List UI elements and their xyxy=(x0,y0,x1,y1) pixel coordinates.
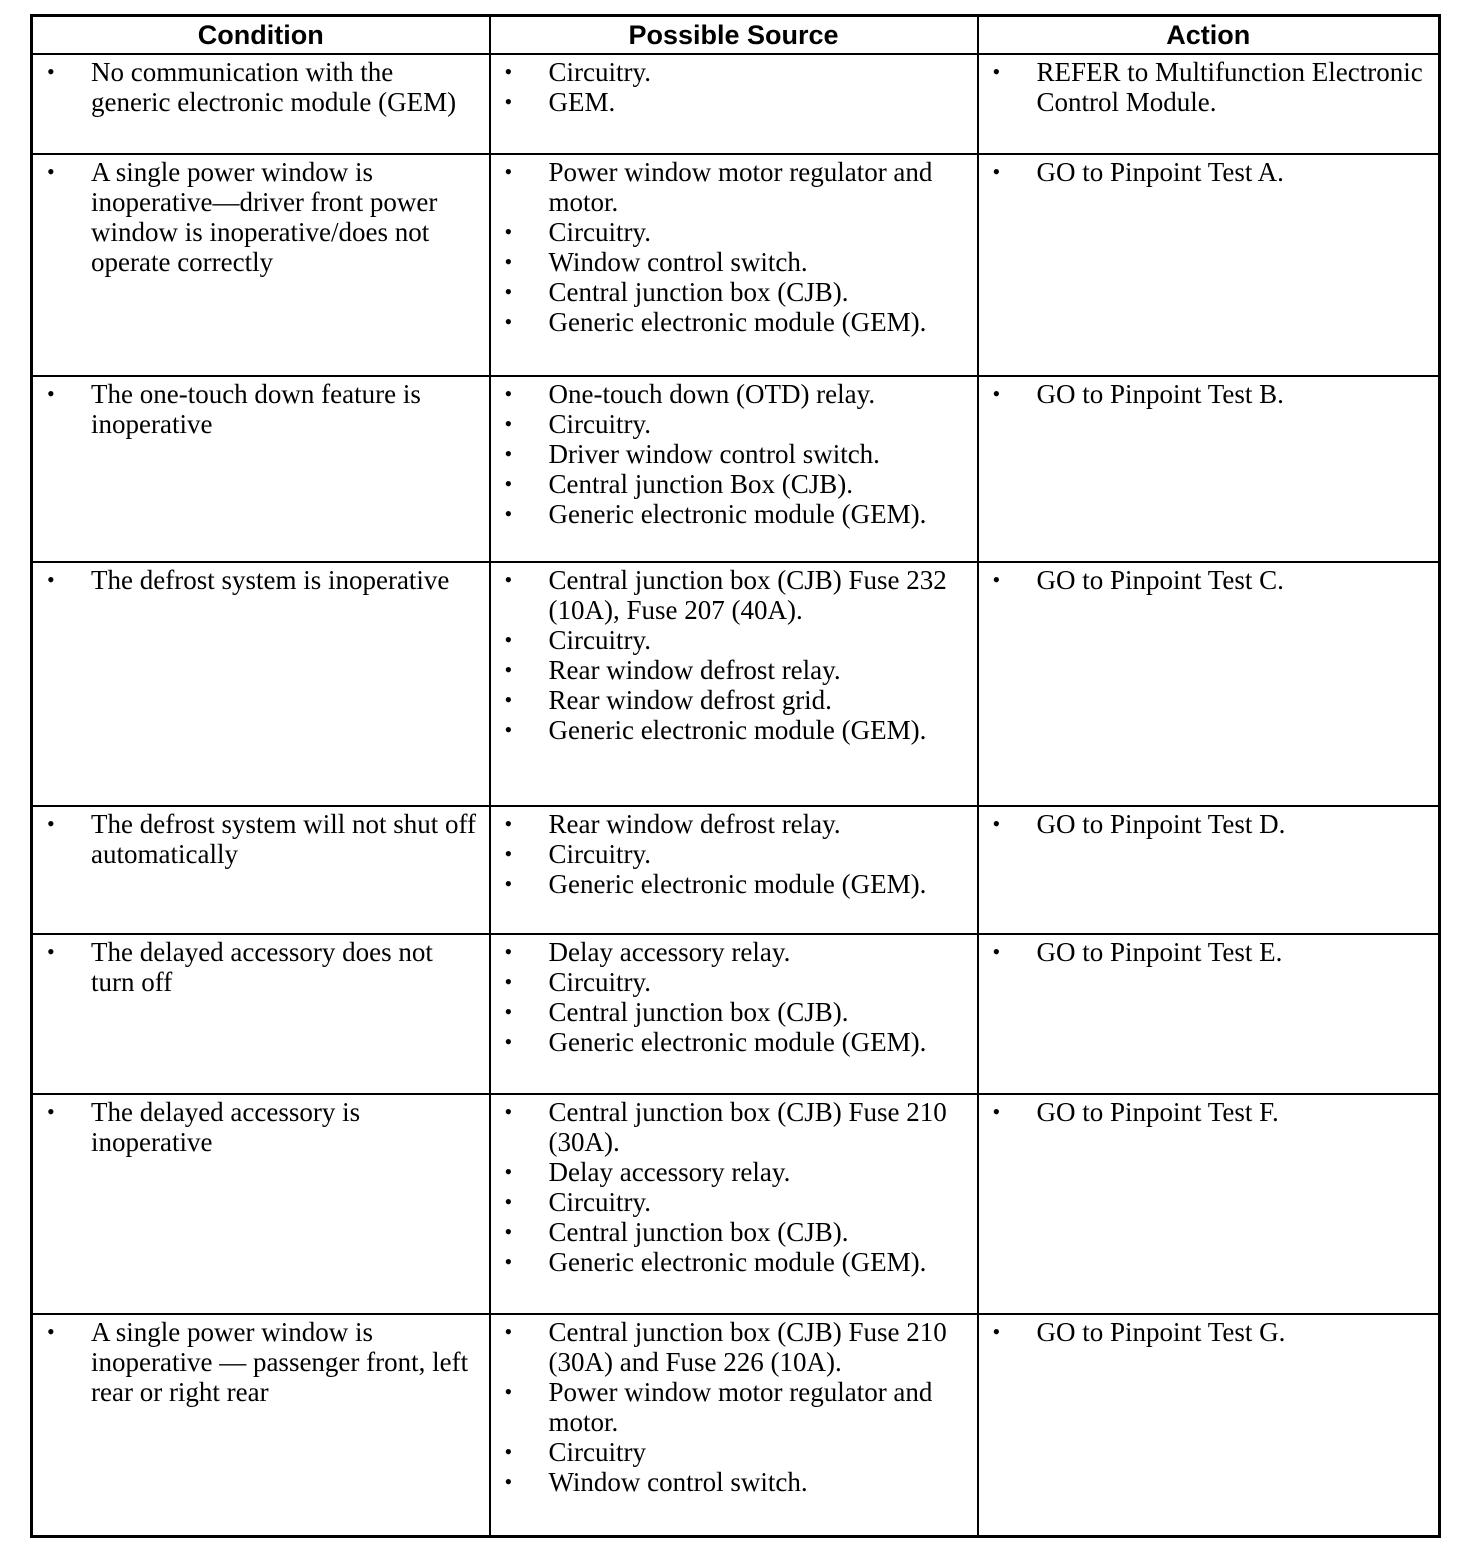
bullet-icon: • xyxy=(504,1469,513,1494)
list-item-text: Circuitry. xyxy=(548,409,651,439)
bullet-icon: • xyxy=(504,1319,513,1344)
bullet-icon: • xyxy=(504,501,513,526)
table-row xyxy=(32,806,1440,934)
diagnostic-sheet xyxy=(30,14,1438,1538)
list-item-text: GO to Pinpoint Test F. xyxy=(1036,1097,1279,1127)
bullet-list xyxy=(503,1317,967,1497)
list-item-text: Rear window defrost grid. xyxy=(548,685,832,715)
list-item-text: Generic electronic module (GEM). xyxy=(548,499,927,529)
bullet-icon: • xyxy=(504,1189,513,1214)
list-item xyxy=(45,157,479,277)
bullet-icon: • xyxy=(992,811,1001,836)
list-item xyxy=(503,1247,967,1277)
bullet-icon: • xyxy=(992,59,1001,84)
bullet-icon: • xyxy=(504,1439,513,1464)
action-cell xyxy=(978,1314,1440,1536)
bullet-icon: • xyxy=(47,1319,55,1344)
list-item-text: A single power window is inoperative—driver front power window is inoperative/does not operate correctly xyxy=(91,157,438,277)
bullet-icon: • xyxy=(504,1159,513,1184)
bullet-list xyxy=(45,157,479,277)
bullet-list xyxy=(45,565,479,595)
bullet-icon: • xyxy=(504,89,513,114)
list-item-text: No communication with the generic electronic module (GEM) xyxy=(91,57,457,117)
list-item-text: A single power window is inoperative — passenger front, left rear or right rear xyxy=(91,1317,469,1407)
bullet-list xyxy=(503,157,967,337)
list-item xyxy=(991,1317,1429,1347)
possible-source-cell xyxy=(490,376,978,562)
table-row xyxy=(32,1094,1440,1314)
table-body xyxy=(32,54,1440,1536)
bullet-icon: • xyxy=(504,441,513,466)
bullet-icon: • xyxy=(504,567,513,592)
list-item-text: Central junction box (CJB). xyxy=(548,1217,849,1247)
list-item-text: The defrost system is inoperative xyxy=(91,565,450,595)
list-item xyxy=(45,57,479,117)
bullet-list xyxy=(503,937,967,1057)
list-item-text: Circuitry xyxy=(548,1437,646,1467)
bullet-icon: • xyxy=(992,159,1001,184)
bullet-list xyxy=(503,1097,967,1277)
bullet-list xyxy=(45,379,479,439)
bullet-icon: • xyxy=(47,159,55,184)
list-item xyxy=(503,565,967,625)
list-item xyxy=(503,217,967,247)
list-item xyxy=(45,565,479,595)
list-item-text: Delay accessory relay. xyxy=(548,1157,791,1187)
header-action: Action xyxy=(978,16,1440,55)
list-item-text: Generic electronic module (GEM). xyxy=(548,869,927,899)
header-possible-source: Possible Source xyxy=(490,16,978,55)
bullet-icon: • xyxy=(47,1099,55,1124)
bullet-icon: • xyxy=(504,219,513,244)
symptom-chart-table xyxy=(30,14,1441,1538)
action-cell xyxy=(978,934,1440,1094)
list-item xyxy=(503,715,967,745)
list-item xyxy=(503,469,967,499)
list-item xyxy=(991,379,1429,409)
list-item xyxy=(503,409,967,439)
condition-cell xyxy=(32,376,490,562)
bullet-icon: • xyxy=(504,811,513,836)
list-item-text: One-touch down (OTD) relay. xyxy=(548,379,876,409)
list-item xyxy=(503,57,967,87)
bullet-icon: • xyxy=(47,939,55,964)
list-item xyxy=(45,379,479,439)
action-cell xyxy=(978,806,1440,934)
bullet-icon: • xyxy=(504,471,513,496)
list-item-text: GEM. xyxy=(548,87,616,117)
list-item-text: Rear window defrost relay. xyxy=(548,655,841,685)
list-item xyxy=(991,57,1429,117)
bullet-icon: • xyxy=(504,1249,513,1274)
list-item-text: Central junction box (CJB) Fuse 232 (10A), Fuse 207 (40A). xyxy=(548,565,947,625)
list-item-text: Generic electronic module (GEM). xyxy=(548,715,927,745)
list-item xyxy=(503,625,967,655)
list-item xyxy=(503,1157,967,1187)
table-row xyxy=(32,54,1440,154)
list-item-text: Circuitry. xyxy=(548,1187,651,1217)
list-item xyxy=(503,685,967,715)
bullet-list xyxy=(991,57,1429,117)
list-item xyxy=(45,809,479,869)
list-item-text: GO to Pinpoint Test B. xyxy=(1036,379,1284,409)
list-item xyxy=(503,1317,967,1377)
bullet-icon: • xyxy=(504,657,513,682)
list-item-text: GO to Pinpoint Test D. xyxy=(1036,809,1286,839)
possible-source-cell xyxy=(490,54,978,154)
table-row xyxy=(32,154,1440,376)
table-row xyxy=(32,562,1440,806)
bullet-icon: • xyxy=(504,1029,513,1054)
bullet-icon: • xyxy=(504,627,513,652)
bullet-icon: • xyxy=(504,841,513,866)
list-item-text: GO to Pinpoint Test E. xyxy=(1036,937,1283,967)
list-item xyxy=(45,1097,479,1157)
bullet-icon: • xyxy=(504,999,513,1024)
list-item xyxy=(991,1097,1429,1127)
bullet-list xyxy=(503,809,967,899)
list-item-text: REFER to Multifunction Electronic Control Module. xyxy=(1036,57,1423,117)
bullet-icon: • xyxy=(504,871,513,896)
table-row xyxy=(32,934,1440,1094)
list-item-text: The defrost system will not shut off automatically xyxy=(91,809,476,869)
bullet-icon: • xyxy=(992,381,1001,406)
bullet-icon: • xyxy=(47,59,55,84)
bullet-icon: • xyxy=(504,1099,513,1124)
list-item xyxy=(503,87,967,117)
bullet-list xyxy=(45,1097,479,1157)
list-item-text: Generic electronic module (GEM). xyxy=(548,1247,927,1277)
list-item-text: Circuitry. xyxy=(548,967,651,997)
bullet-icon: • xyxy=(504,249,513,274)
bullet-list xyxy=(991,379,1429,409)
bullet-list xyxy=(991,1097,1429,1127)
list-item-text: Circuitry. xyxy=(548,57,651,87)
list-item xyxy=(503,277,967,307)
bullet-icon: • xyxy=(504,159,513,184)
list-item-text: Central junction box (CJB) Fuse 210 (30A). xyxy=(548,1097,947,1157)
list-item xyxy=(503,1467,967,1497)
list-item xyxy=(991,937,1429,967)
list-item-text: Generic electronic module (GEM). xyxy=(548,1027,927,1057)
list-item xyxy=(503,1437,967,1467)
bullet-list xyxy=(991,937,1429,967)
bullet-icon: • xyxy=(504,59,513,84)
list-item xyxy=(503,1187,967,1217)
bullet-icon: • xyxy=(504,381,513,406)
bullet-icon: • xyxy=(504,717,513,742)
bullet-icon: • xyxy=(47,567,55,592)
list-item xyxy=(503,839,967,869)
list-item-text: Power window motor regulator and motor. xyxy=(548,157,933,217)
list-item xyxy=(503,247,967,277)
condition-cell xyxy=(32,54,490,154)
list-item xyxy=(503,937,967,967)
condition-cell xyxy=(32,1314,490,1536)
possible-source-cell xyxy=(490,934,978,1094)
possible-source-cell xyxy=(490,562,978,806)
list-item xyxy=(991,157,1429,187)
list-item-text: Central junction box (CJB) Fuse 210 (30A) and Fuse 226 (10A). xyxy=(548,1317,947,1377)
bullet-list xyxy=(503,57,967,117)
list-item-text: Delay accessory relay. xyxy=(548,937,791,967)
list-item xyxy=(45,1317,479,1407)
list-item xyxy=(503,439,967,469)
bullet-icon: • xyxy=(47,381,55,406)
bullet-icon: • xyxy=(504,939,513,964)
header-condition: Condition xyxy=(32,16,490,55)
list-item xyxy=(503,809,967,839)
bullet-icon: • xyxy=(504,1379,513,1404)
bullet-list xyxy=(991,809,1429,839)
list-item xyxy=(503,379,967,409)
bullet-icon: • xyxy=(992,1099,1001,1124)
header-row xyxy=(32,16,1440,55)
bullet-icon: • xyxy=(504,279,513,304)
list-item xyxy=(503,997,967,1027)
list-item xyxy=(503,1027,967,1057)
list-item xyxy=(503,157,967,217)
bullet-icon: • xyxy=(504,1219,513,1244)
list-item xyxy=(503,307,967,337)
action-cell xyxy=(978,54,1440,154)
list-item xyxy=(991,809,1429,839)
list-item xyxy=(503,1377,967,1437)
list-item-text: Window control switch. xyxy=(548,247,808,277)
list-item-text: Generic electronic module (GEM). xyxy=(548,307,927,337)
list-item-text: GO to Pinpoint Test G. xyxy=(1036,1317,1286,1347)
action-cell xyxy=(978,1094,1440,1314)
bullet-list xyxy=(503,379,967,529)
bullet-icon: • xyxy=(992,1319,1001,1344)
table-row xyxy=(32,376,1440,562)
possible-source-cell xyxy=(490,1094,978,1314)
bullet-list xyxy=(991,1317,1429,1347)
bullet-icon: • xyxy=(992,567,1001,592)
bullet-list xyxy=(45,57,479,117)
list-item-text: Central junction Box (CJB). xyxy=(548,469,853,499)
list-item xyxy=(503,655,967,685)
bullet-list xyxy=(45,937,479,997)
bullet-list xyxy=(503,565,967,745)
condition-cell xyxy=(32,154,490,376)
condition-cell xyxy=(32,562,490,806)
list-item-text: Circuitry. xyxy=(548,625,651,655)
condition-cell xyxy=(32,934,490,1094)
list-item xyxy=(503,1217,967,1247)
list-item xyxy=(991,565,1429,595)
bullet-list xyxy=(991,157,1429,187)
list-item xyxy=(45,937,479,997)
bullet-icon: • xyxy=(47,811,55,836)
action-cell xyxy=(978,562,1440,806)
list-item-text: Circuitry. xyxy=(548,217,651,247)
list-item-text: Window control switch. xyxy=(548,1467,808,1497)
possible-source-cell xyxy=(490,154,978,376)
bullet-icon: • xyxy=(504,309,513,334)
bullet-icon: • xyxy=(504,969,513,994)
list-item-text: Driver window control switch. xyxy=(548,439,880,469)
condition-cell xyxy=(32,806,490,934)
possible-source-cell xyxy=(490,806,978,934)
list-item-text: Rear window defrost relay. xyxy=(548,809,841,839)
list-item-text: Power window motor regulator and motor. xyxy=(548,1377,933,1437)
list-item-text: Central junction box (CJB). xyxy=(548,997,849,1027)
list-item-text: Circuitry. xyxy=(548,839,651,869)
list-item-text: The one-touch down feature is inoperative xyxy=(91,379,421,439)
list-item xyxy=(503,499,967,529)
list-item-text: GO to Pinpoint Test A. xyxy=(1036,157,1284,187)
condition-cell xyxy=(32,1094,490,1314)
bullet-list xyxy=(991,565,1429,595)
table-row xyxy=(32,1314,1440,1536)
bullet-icon: • xyxy=(504,687,513,712)
bullet-list xyxy=(45,809,479,869)
list-item-text: The delayed accessory does not turn off xyxy=(91,937,433,997)
list-item xyxy=(503,869,967,899)
action-cell xyxy=(978,376,1440,562)
bullet-icon: • xyxy=(504,411,513,436)
bullet-icon: • xyxy=(992,939,1001,964)
list-item xyxy=(503,967,967,997)
list-item-text: GO to Pinpoint Test C. xyxy=(1036,565,1284,595)
list-item-text: The delayed accessory is inoperative xyxy=(91,1097,361,1157)
possible-source-cell xyxy=(490,1314,978,1536)
list-item-text: Central junction box (CJB). xyxy=(548,277,849,307)
bullet-list xyxy=(45,1317,479,1407)
action-cell xyxy=(978,154,1440,376)
list-item xyxy=(503,1097,967,1157)
